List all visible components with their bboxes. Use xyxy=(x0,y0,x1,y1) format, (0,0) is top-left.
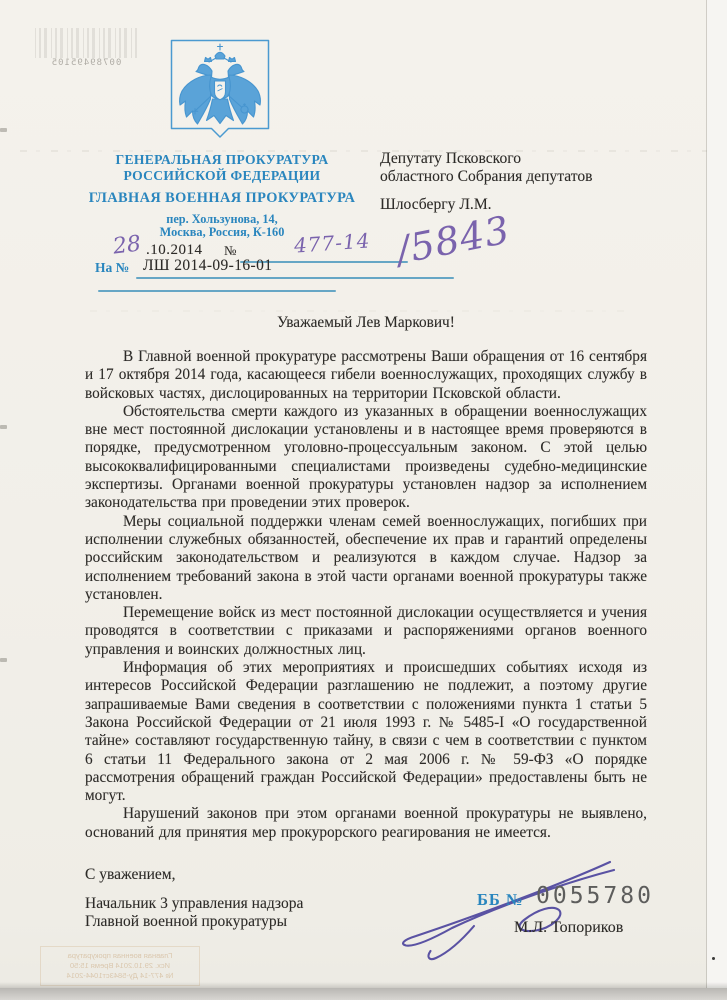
handwritten-outgoing-number: 477-14 xyxy=(293,228,372,258)
scan-edge-mark xyxy=(0,128,7,132)
scanner-bottom-strip xyxy=(0,988,727,1000)
department-name: ГЛАВНАЯ ВОЕННАЯ ПРОКУРАТУРА xyxy=(88,190,356,206)
coat-of-arms-emblem xyxy=(168,37,272,143)
paper-right-margin xyxy=(707,0,727,988)
handwritten-outgoing-number-suffix: /5843 xyxy=(392,207,514,273)
org-name-line1: ГЕНЕРАЛЬНАЯ ПРОКУРАТУРА xyxy=(115,152,329,167)
org-address-line1: пер. Хользунова, 14, xyxy=(166,212,278,226)
signer-title-line2: Главной военной прокуратуры xyxy=(85,913,288,930)
scan-speck xyxy=(712,957,715,960)
stamp-number: 0055780 xyxy=(536,883,654,909)
body-paragraph: Нарушений законов при этом органами военной прокуратуры не выявлено, оснований для принятия мер прокурорского реагирования не имеется. xyxy=(85,805,647,841)
body-paragraph: В Главной военной прокуратуре рассмотрены Ваши обращения от 16 сентября и 17 октября 2014 года, касающееся гибели военнослужащих, проходящих службу в войсковых частях, дислоцированных на территории Псковской области. xyxy=(85,348,647,402)
mirror-stamp-line1: Главная военная прокуратура xyxy=(67,951,173,960)
reference-number-line xyxy=(136,277,454,279)
body-paragraph: Перемещение войск из мест постоянной дислокации осуществляется и учения проводятся в соответствии с приказами и распоряжениями органов военного управления и воинских должностных лиц. xyxy=(85,604,647,658)
empty-ruling-line xyxy=(98,290,336,292)
recipient-name: Шлосбергу Л.М. xyxy=(380,196,492,213)
recipient-line2: областного Собрания депутатов xyxy=(380,167,593,185)
body-paragraphs xyxy=(85,348,647,842)
double-headed-eagle-icon xyxy=(168,37,272,143)
mirror-stamp-line2: Исх. 29.10.2014 Время 15:50 xyxy=(69,961,171,970)
reference-label: На № xyxy=(95,260,130,275)
body-paragraph: Информация об этих мероприятиях и происшедших событиях исходя из интересов Российской Федерации разглашению не подлежит, а поэтому другие запрашиваемые Вами сведения в соответствии с положениями пункта 1 статьи 5 Закона Российской Федерации от 21 июля 1993 г. № 5485-I «О государственной тайне» составляют государственную тайну, в связи с чем в соответствии с пунктом 6 статьи 11 Федерального закона от 2 мая 2006 г. № 59-ФЗ «О порядке рассмотрения обращений граждан Российской Федерации» предоставлены быть не могут. xyxy=(85,659,647,805)
paper-right-edge xyxy=(706,0,707,988)
valediction: С уважением, xyxy=(85,866,176,883)
mirror-stamp-line3: № 477-14 Ду-5843ст1044-2014 xyxy=(66,971,174,980)
org-name-line2: РОССИЙСКОЙ ФЕДЕРАЦИИ xyxy=(123,168,321,183)
signer-title-line1: Начальник 3 управления надзора xyxy=(85,895,304,912)
handwritten-date-day: 28 xyxy=(111,231,143,260)
scan-edge-mark xyxy=(0,658,7,662)
letter-body xyxy=(85,314,647,842)
printed-date: .10.2014 xyxy=(146,242,203,258)
signer-title xyxy=(85,895,303,931)
barcode-digits: 00789495105 xyxy=(50,58,122,68)
scan-smudge-line xyxy=(90,310,630,312)
org-name xyxy=(86,152,358,184)
scan-edge-mark xyxy=(0,425,7,429)
barcode-bleedthrough xyxy=(35,28,137,58)
salutation: Уважаемый Лев Маркович! xyxy=(277,314,455,331)
reference-number: ЛШ 2014-09-16-01 xyxy=(143,257,273,274)
recipient-line1: Депутату Псковского xyxy=(380,150,522,167)
registration-stamp-bleedthrough xyxy=(40,946,200,986)
body-paragraph: Меры социальной поддержки членам семей военнослужащих, погибших при исполнении служебных обязанностей, обеспечение их прав и гарантий определены российским законодательством и реализуются в каждом случае. Надзор за исполнением требований закона в этой части органами военной прокуратуры также установлен. xyxy=(85,512,647,603)
org-address-line2: Москва, Россия, К-160 xyxy=(159,225,285,239)
body-paragraph: Обстоятельства смерти каждого из указанных в обращении военнослужащих вне мест постоянной дислокации установлены и в настоящее время проверяются в порядке, предусмотренном уголовно-процессуальным законом. С этой целью высококвалифицированными специалистами произведены судебно-медицинские экспертизы. Органами военной прокуратуры установлен надзор за исполнением законодательства при проведении этих проверок. xyxy=(85,402,647,512)
recipient-block xyxy=(380,150,593,214)
signer-name: М.Л. Топориков xyxy=(514,919,624,936)
stamp-series-label: ББ № xyxy=(477,890,524,909)
number-sign: № xyxy=(224,243,237,258)
